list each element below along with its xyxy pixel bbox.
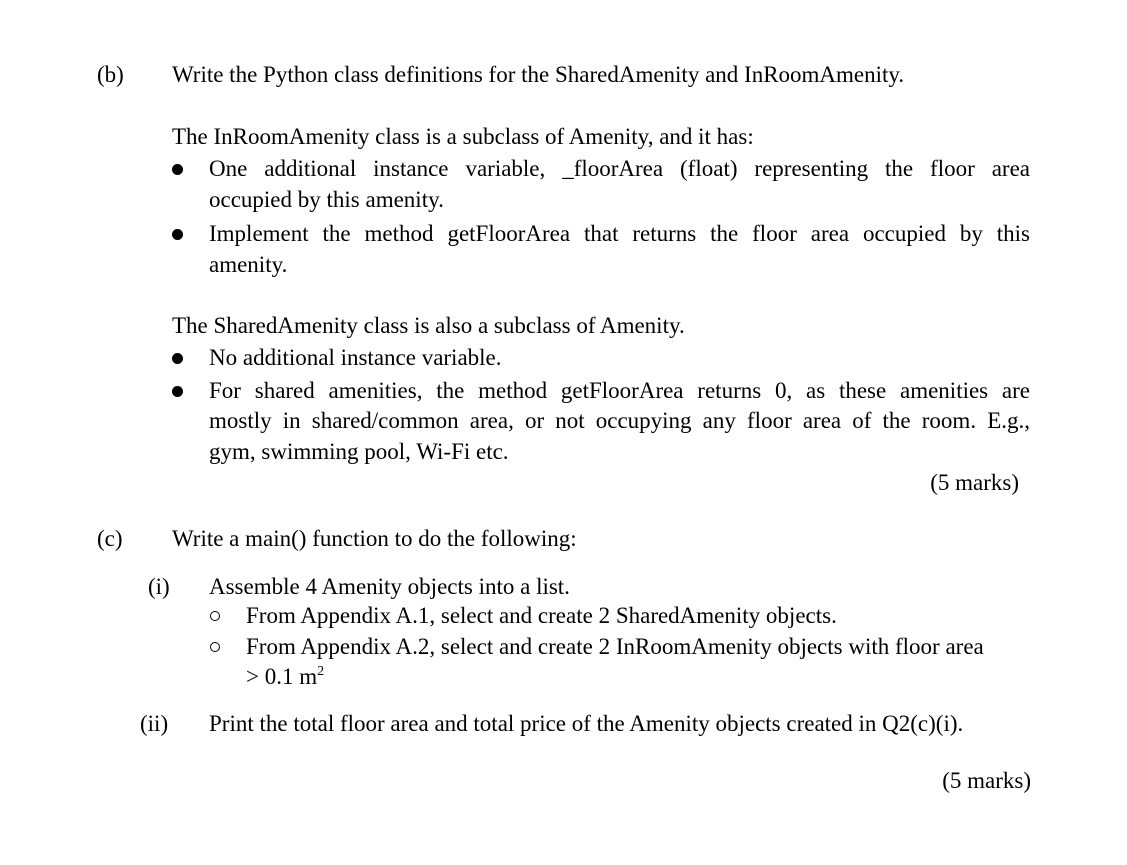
superscript: 2 <box>317 664 325 679</box>
sub-i-text: Assemble 4 Amenity objects into a list. <box>209 574 570 599</box>
sub-ii-text: Print the total floor area and total price of the Amenity objects created in Q2(c)(i). <box>209 711 964 736</box>
circle-bullet-icon <box>210 642 220 652</box>
part-b-heading: Write the Python class definitions for the SharedAmenity and InRoomAmenity. <box>172 62 905 87</box>
bullet-icon <box>172 229 183 240</box>
sub-ii-label: (ii) <box>140 711 169 736</box>
bullet-icon <box>172 353 183 364</box>
shared-bullet1: No additional instance variable. <box>209 345 502 370</box>
shared-bullet2-line3: gym, swimming pool, Wi-Fi etc. <box>209 439 509 464</box>
part-c-label: (c) <box>97 526 123 551</box>
circle-bullet-icon <box>210 611 220 621</box>
bullet-icon <box>172 386 183 397</box>
sub-i-label: (i) <box>148 574 170 599</box>
sub-i-item1: From Appendix A.1, select and create 2 SharedAmenity objects. <box>246 603 837 628</box>
sub-i-item2-text: > 0.1 m <box>246 664 318 689</box>
inroom-bullet1-line1: One additional instance variable, _floorArea (float) representing the floor area <box>209 156 1030 181</box>
part-c-marks: (5 marks) <box>942 768 1031 793</box>
shared-bullet2-line2: mostly in shared/common area, or not occupying any floor area of the room. E.g., <box>209 408 1030 433</box>
bullet-icon <box>172 164 183 175</box>
inroom-bullet2-line1: Implement the method getFloorArea that returns the floor area occupied by this <box>209 221 1030 246</box>
shared-intro: The SharedAmenity class is also a subclass of Amenity. <box>172 313 685 338</box>
sub-i-item2-line2 <box>246 662 324 692</box>
part-b-label: (b) <box>97 62 124 87</box>
shared-bullet2-line1: For shared amenities, the method getFloorArea returns 0, as these amenities are <box>209 378 1030 403</box>
part-b-marks: (5 marks) <box>930 470 1019 495</box>
sub-i-item2-line1: From Appendix A.2, select and create 2 InRoomAmenity objects with floor area <box>246 634 984 659</box>
inroom-bullet2-line2: amenity. <box>209 252 288 277</box>
inroom-bullet1-line2: occupied by this amenity. <box>209 187 444 212</box>
inroom-intro: The InRoomAmenity class is a subclass of Amenity, and it has: <box>172 124 754 149</box>
part-c-heading: Write a main() function to do the following: <box>172 526 577 551</box>
